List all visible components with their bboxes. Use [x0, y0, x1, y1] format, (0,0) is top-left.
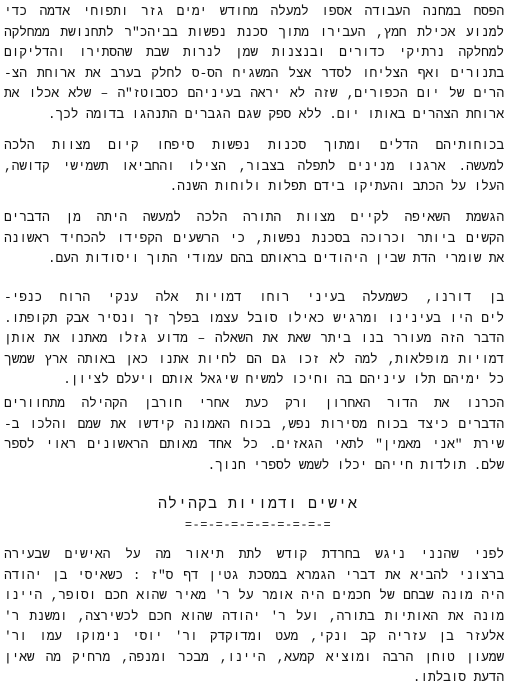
text-line: הפסח במחנה העבודה אספו למעלה מחודש ימים גזר ותפוחי אדמה כדי	[4, 4, 504, 19]
text-line: העלו על הכתב והעתיקו בידם תפלות ולוחות השנה.	[169, 179, 504, 194]
text-line: כל ימיהם תלו עיניהם בה וחיכו למשיח שיגאל אותם ויעלם לציון.	[63, 372, 504, 387]
text-line: לפני שהנני ניגש בחרדת קודש לתת תיאור מה על האישים שבעירה	[4, 547, 504, 562]
text-line: למעשה. ארגנו מנינים לתפלה בצבור, הצילו והחביאו תשמישי קדושה,	[4, 158, 504, 174]
text-line: שמעון טוחן הרבה ומוציא קמעא, היינו, מבכר ומנפה, מרחיק מה שאין	[4, 649, 504, 665]
text-line: למנוע אכילת חמץ, העבירו מתוך סכנת נפשות בביהכ"ר לתחנושת ממחלקה	[4, 24, 504, 40]
text-line: בן דורנו, כשמעלה בעיני רוחו דמויות אלה ענקי הרוח כנפי-	[4, 290, 504, 305]
text-line: מונה את האותיות בתורה, ועל ר' יהודה שהוא חכם לכשירצה, ומשנת ר'	[4, 608, 504, 624]
paragraph-1	[4, 2, 504, 125]
paragraph-6	[4, 545, 504, 689]
text-line: בכוחותיהם הדלים ומתוך סכנות נפשות סיפחו קיום מצוות הלכה	[4, 138, 504, 153]
text-line: הדעת סובלתו.	[412, 670, 504, 685]
text-line: הקשים ביותר וכרוכה בסכנת נפשות, כי הרשעים הקפידו להכחיד ראשונה	[4, 230, 504, 246]
text-line: הרים של יום הכפורים, שזה לא יראה בעיניהם כסבוטז"ה – שלא אכלו את	[4, 86, 504, 101]
text-line: הגשמת השאיפה לקיים מצוות התורה הלכה למעשה היתה מן הדברים	[4, 210, 504, 225]
paragraph-3	[4, 208, 504, 270]
text-line: שירת "אני מאמין" לתאי הגאזים. כל אחד מאותם הראשונים ראוי לספר	[4, 437, 504, 452]
text-line: הדברים כיצד בכוח מסירות נפש, בכוח האמונה קידשו את שמם והלכו ב-	[4, 416, 504, 432]
paragraph-4	[4, 288, 504, 391]
text-line: הכרנו את הדור האחרון ורק כעת אחרי חורבן הקהילה מתחוורים	[4, 396, 504, 411]
paragraph-5	[4, 394, 504, 476]
text-line: שלם. תולדות חייהם יכלו לשמש לספרי חנוך.	[207, 457, 504, 473]
text-line: ברצוני להביא את דברי הגמרא במסכת גטין דף ס"ז : כשאיסי בן יהודה	[4, 567, 504, 583]
heading-underline-rule: =-=-=-=-=-=-=-=-=-=	[184, 518, 332, 532]
text-line: אלעזר בן עזריה קב ונקי, מעט ומדוקדק ור' יוסי נימוקו עמו ור'	[4, 629, 504, 644]
paragraph-2	[4, 136, 504, 198]
text-line: את שומרי הדת שבין היהודים בראותם בהם עמודי התוך ויסודות העם.	[47, 251, 504, 266]
text-line: ארוחת הצהרים באותו יום. ללא ספק שגם הגברים התנהגו בדומה לכך.	[47, 106, 504, 122]
text-line: למחלקה נרתיקי כדורים ובנצנות שמן לנרות שבת שהסתירו והדליקום	[4, 45, 504, 60]
text-line: דמויות מופלאות, למה לא זכו גם הם לחיות אתנו כאן באותה ארץ שמשך	[4, 351, 504, 367]
text-line: היה מונה שבחם של חכמים היה אומר על ר' מאיר שהוא חכם וסופר, היינו	[4, 588, 504, 603]
section-heading: אישים ודמויות בקהילה	[157, 496, 359, 513]
text-line: לים היו בעינינו ומרגיש כאילו סובל עצמו בפלך זך ונסיר אבק תקופתו.	[4, 310, 504, 326]
text-line: הדבר הזה מעורר בנו ביתר שאת את השאלה – מדוע גזלו מאתנו את אותן	[4, 331, 504, 346]
text-line: בתנורים ואף הצליחו לסדר אצל המשגיח הס-ס לחלק בערב את ארוחת הצ-	[4, 65, 504, 81]
